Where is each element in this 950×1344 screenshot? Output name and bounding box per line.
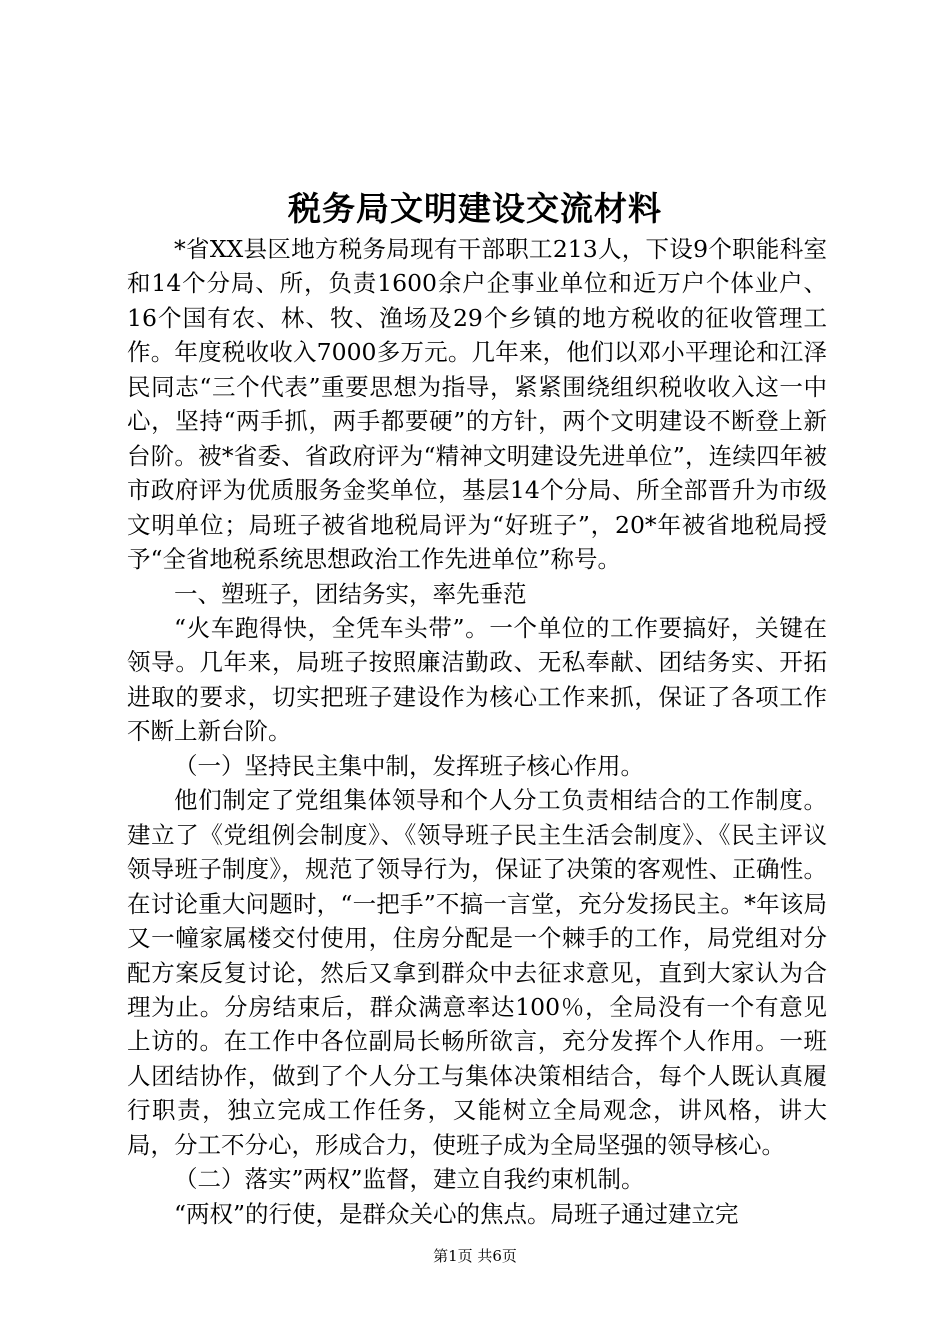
page-number-footer: 第1页 共6页 [433,1247,517,1265]
document-title: 税务局文明建设交流材料 [288,189,662,228]
paragraph-intro: *省XX县区地方税务局现有干部职工213人，下设9个职能科室和14个分局、所，负责1600余户企事业单位和近万户个体业户、16个国有农、林、牧、渔场及29个乡镇的地方税收的征收管理工作。年度税收收入7000多万元。几年来，他们以邓小平理论和江泽民同志“三个代表”重要思想为指导，紧紧围绕组织税收收入这一中心，坚持“两手抓，两手都要硬”的方针，两个文明建设不断登上新台阶。被*省委、省政府评为“精神文明建设先进单位”，连续四年被市政府评为优质服务金奖单位，基层14个分局、所全部晋升为市级文明单位；局班子被省地税局评为“好班子”，20*年被省地税局授予“全省地税系统思想政治工作先进单位”称号。 [127,235,827,574]
subsection-heading-1: （一）坚持民主集中制，发挥班子核心作用。 [174,751,644,780]
document-body [127,232,827,1231]
paragraph-leadership: “火车跑得快，全凭车头带”。一个单位的工作要搞好，关键在领导。几年来，局班子按照廉洁勤政、无私奉献、团结务实、开拓进取的要求，切实把班子建设作为核心工作来抓，保证了各项工作不断上新台阶。 [127,613,827,746]
paragraph-supervision: “两权”的行使，是群众关心的焦点。局班子通过建立完 [174,1199,739,1228]
section-heading-1: 一、塑班子，团结务实，率先垂范 [174,579,527,608]
subsection-heading-2: （二）落实”两权”监督，建立自我约束机制。 [174,1165,645,1194]
paragraph-democracy: 他们制定了党组集体领导和个人分工负责相结合的工作制度。建立了《党组例会制度》、《领导班子民主生活会制度》、《民主评议领导班子制度》，规范了领导行为，保证了决策的客观性、正确性。在讨论重大问题时，“一把手”不搞一言堂，充分发扬民主。*年该局又一幢家属楼交付使用，住房分配是一个棘手的工作，局党组对分配方案反复讨论，然后又拿到群众中去征求意见，直到大家认为合理为止。分房结束后，群众满意率达100％，全局没有一个有意见上访的。在工作中各位副局长畅所欲言，充分发挥个人作用。一班人团结协作，做到了个人分工与集体决策相结合，每个人既认真履行职责，独立完成工作任务，又能树立全局观念，讲风格，讲大局，分工不分心，形成合力，使班子成为全局坚强的领导核心。 [127,786,827,1159]
